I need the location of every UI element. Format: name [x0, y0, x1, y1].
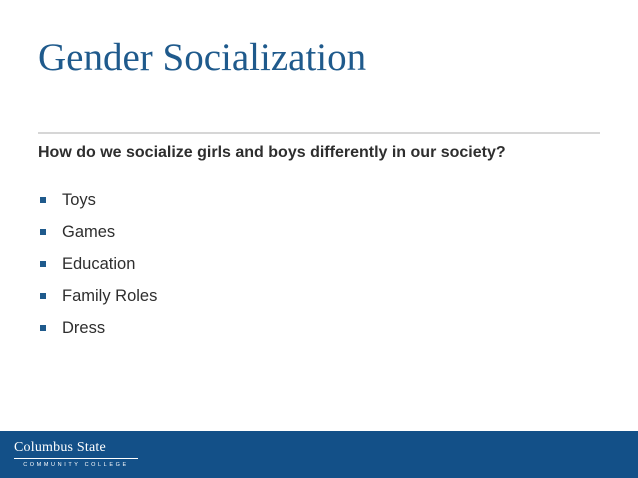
- logo-subtitle: COMMUNITY COLLEGE: [23, 462, 129, 468]
- bullet-label: Education: [62, 255, 136, 273]
- square-bullet-icon: [40, 325, 46, 331]
- title-divider: [38, 132, 600, 134]
- question-text: How do we socialize girls and boys differently in our society?: [38, 144, 506, 161]
- square-bullet-icon: [40, 197, 46, 203]
- square-bullet-icon: [40, 229, 46, 235]
- bullet-label: Games: [62, 223, 116, 241]
- square-bullet-icon: [40, 293, 46, 299]
- slide-title: Gender Socialization: [38, 36, 367, 79]
- bullet-label: Dress: [62, 319, 106, 337]
- square-bullet-icon: [40, 261, 46, 267]
- bullet-label: Toys: [62, 191, 96, 209]
- logo-name: Columbus State: [14, 440, 106, 455]
- college-logo: [14, 440, 138, 469]
- logo-divider: [14, 458, 138, 459]
- bullet-label: Family Roles: [62, 287, 158, 305]
